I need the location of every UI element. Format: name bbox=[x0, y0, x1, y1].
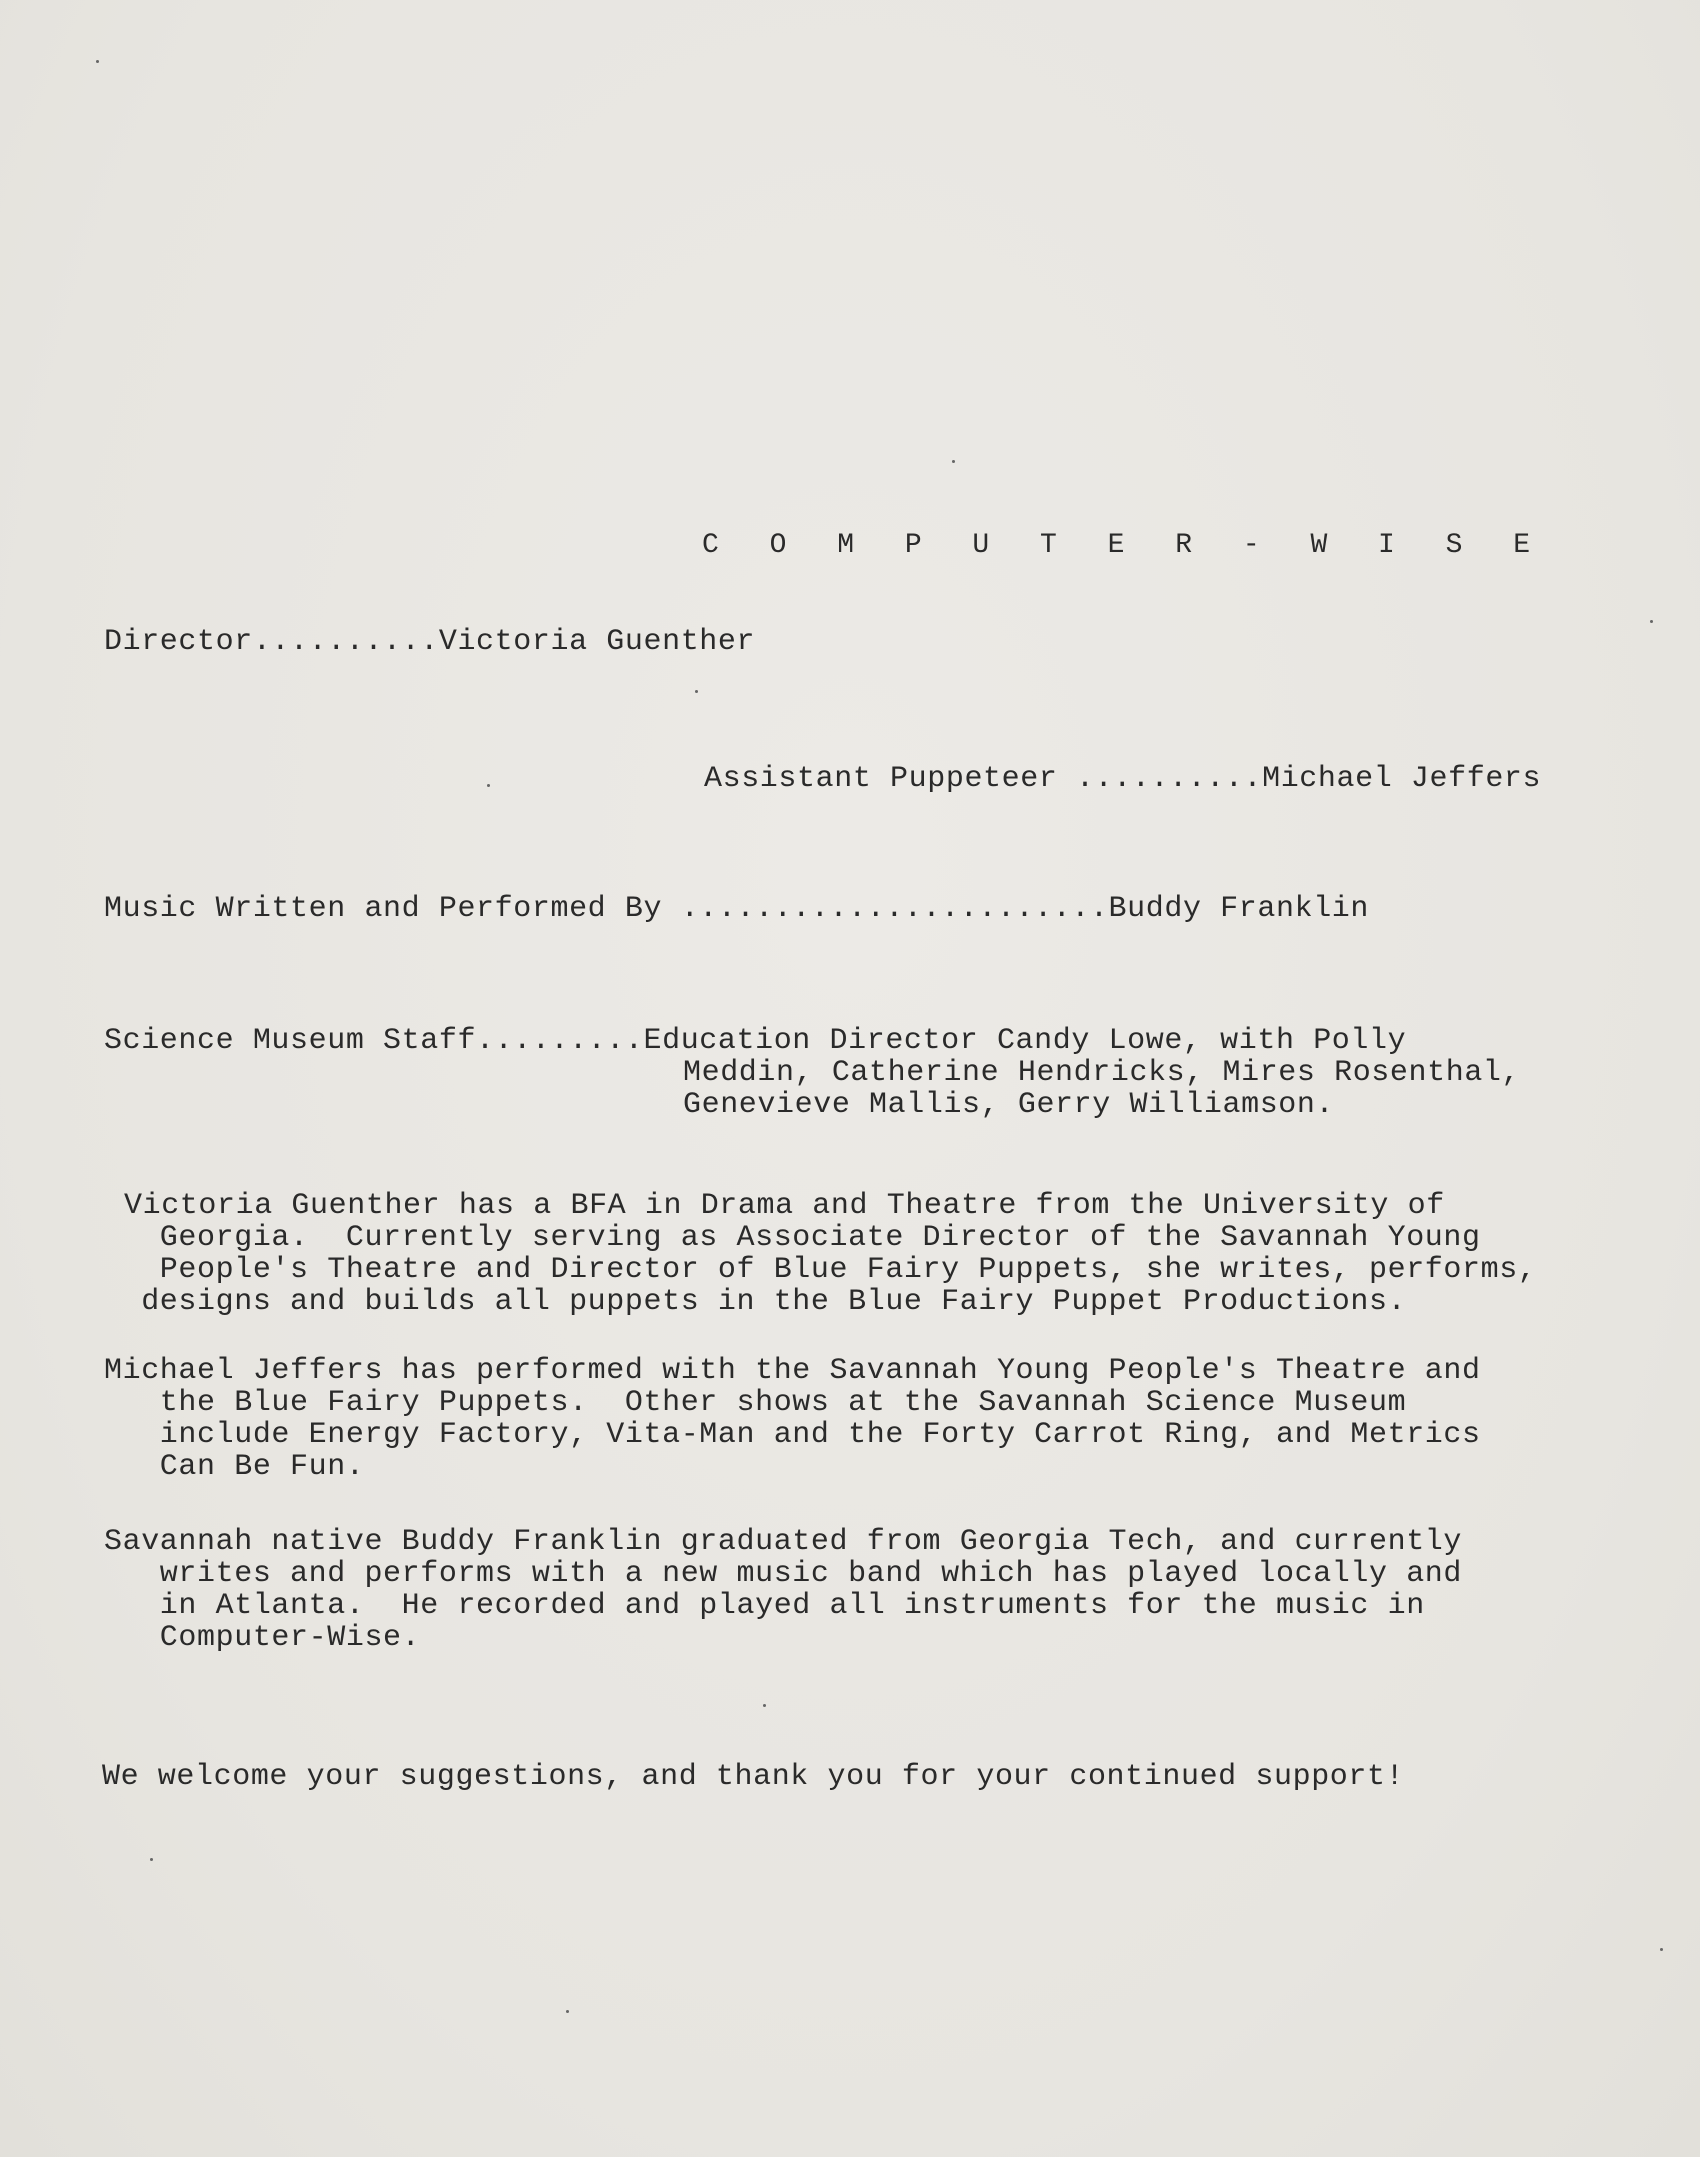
bio-line: include Energy Factory, Vita-Man and the Forty Carrot Ring, and Metrics bbox=[104, 1418, 1481, 1452]
bio-line: Michael Jeffers has performed with the Savannah Young People's Theatre and bbox=[104, 1354, 1481, 1388]
bio-line: Victoria Guenther has a BFA in Drama and Theatre from the University of bbox=[124, 1189, 1445, 1223]
document-title: C O M P U T E R - W I S E bbox=[702, 530, 1548, 561]
paper-speck bbox=[96, 60, 99, 63]
paper-speck bbox=[695, 690, 698, 693]
bio-line: People's Theatre and Director of Blue Fairy Puppets, she writes, performs, bbox=[104, 1253, 1537, 1287]
paper-speck bbox=[1660, 1948, 1663, 1951]
bio-line: designs and builds all puppets in the Blue Fairy Puppet Productions. bbox=[104, 1285, 1407, 1319]
bio-line: writes and performs with a new music band which has played locally and bbox=[104, 1557, 1463, 1591]
credit-staff-line-1: Science Museum Staff.........Education Director Candy Lowe, with Polly bbox=[104, 1024, 1407, 1058]
bio-line: in Atlanta. He recorded and played all instruments for the music in bbox=[104, 1589, 1425, 1623]
bio-line: Georgia. Currently serving as Associate Director of the Savannah Young bbox=[104, 1221, 1481, 1255]
bio-line: Savannah native Buddy Franklin graduated from Georgia Tech, and currently bbox=[104, 1525, 1463, 1559]
bio-line: the Blue Fairy Puppets. Other shows at the Savannah Science Museum bbox=[104, 1386, 1407, 1420]
paper-speck bbox=[566, 2010, 569, 2013]
bio-line: Can Be Fun. bbox=[104, 1450, 365, 1484]
credit-staff-line-3: Genevieve Mallis, Gerry Williamson. bbox=[683, 1088, 1335, 1122]
credit-staff-line-2: Meddin, Catherine Hendricks, Mires Rosenthal, bbox=[683, 1056, 1521, 1090]
paper-speck bbox=[1650, 620, 1653, 623]
credit-director: Director..........Victoria Guenther bbox=[104, 625, 756, 659]
paper-speck bbox=[763, 1704, 766, 1707]
bio-line: Computer-Wise. bbox=[104, 1621, 421, 1655]
credit-assistant-puppeteer: Assistant Puppeteer ..........Michael Jeffers bbox=[704, 762, 1542, 796]
closing-note: We welcome your suggestions, and thank you for your continued support! bbox=[102, 1760, 1405, 1794]
paper-speck bbox=[487, 784, 490, 787]
credit-music: Music Written and Performed By .......................Buddy Franklin bbox=[104, 892, 1369, 926]
paper-speck bbox=[952, 460, 955, 463]
paper-speck bbox=[150, 1858, 153, 1861]
